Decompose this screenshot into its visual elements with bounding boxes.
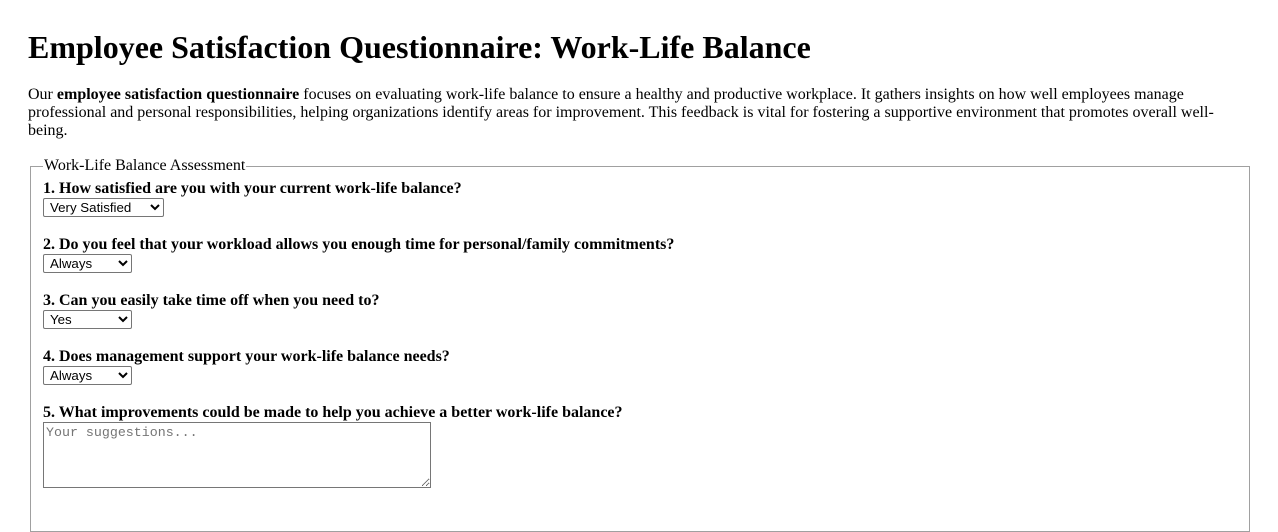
question-5 [43,403,1237,493]
suggestions-textarea[interactable] [43,422,431,488]
question-label: 2. Do you feel that your workload allows you enough time for personal/family commitments? [43,236,675,253]
fieldset-legend: Work-Life Balance Assessment [44,157,246,174]
assessment-fieldset [30,157,1250,532]
time-off-select[interactable] [43,310,132,329]
intro-bold: employee satisfaction questionnaire [56,86,300,103]
management-support-select[interactable] [43,366,132,385]
question-4 [43,347,1237,385]
question-label: 3. Can you easily take time off when you need to? [43,292,380,309]
workload-select[interactable] [43,254,132,273]
intro-text: Our [28,86,57,103]
page-title: Employee Satisfaction Questionnaire: Work-Life Balance [28,29,811,65]
intro-paragraph [28,86,1250,140]
question-label: 5. What improvements could be made to help you achieve a better work-life balance? [43,404,623,421]
question-2 [43,235,1237,273]
question-1 [43,179,1237,217]
intro-text-rest: focuses on evaluating work-life balance to ensure a healthy and productive workplace. It gathers insights on how well employees manage professional and personal responsibilities, helping organizations identify areas for improvement. This feedback is vital for fostering a supportive environment that promotes overall well-being. [28,86,1214,139]
question-label: 1. How satisfied are you with your current work-life balance? [43,180,462,197]
question-label: 4. Does management support your work-life balance needs? [43,348,450,365]
satisfaction-select[interactable] [43,198,164,217]
question-3 [43,291,1237,329]
